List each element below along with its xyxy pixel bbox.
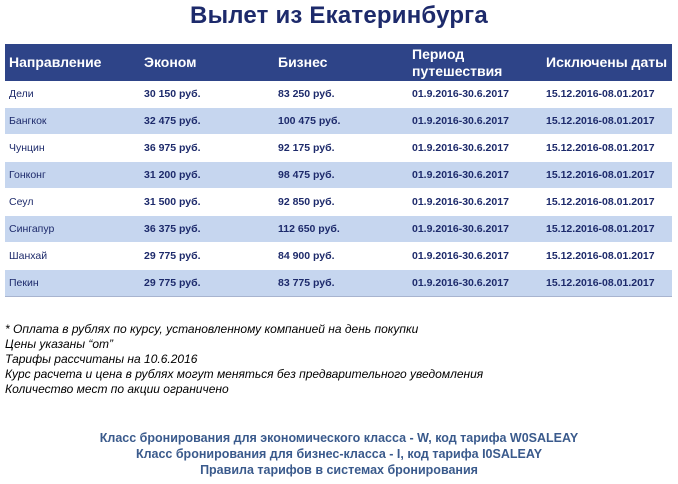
cell-economy-price: 31 200 руб. xyxy=(140,162,274,189)
page-title: Вылет из Екатеринбурга xyxy=(190,2,488,29)
table-header-row xyxy=(5,44,672,81)
cell-excluded-dates: 15.12.2016-08.01.2017 xyxy=(542,108,672,135)
note-calculation-date: Тарифы рассчитаны на 10.6.2016 xyxy=(5,352,198,366)
cell-excluded-dates: 15.12.2016-08.01.2017 xyxy=(542,189,672,216)
cell-business-price: 83 775 руб. xyxy=(274,270,408,297)
cell-destination: Гонконг xyxy=(5,162,140,189)
booking-class-info xyxy=(0,430,678,478)
cell-economy-price: 30 150 руб. xyxy=(140,81,274,108)
cell-business-price: 83 250 руб. xyxy=(274,81,408,108)
header-destination: Направление xyxy=(5,44,140,81)
cell-travel-period: 01.9.2016-30.6.2017 xyxy=(408,81,542,108)
cell-business-price: 84 900 руб. xyxy=(274,243,408,270)
cell-travel-period: 01.9.2016-30.6.2017 xyxy=(408,162,542,189)
cell-economy-price: 29 775 руб. xyxy=(140,243,274,270)
cell-excluded-dates: 15.12.2016-08.01.2017 xyxy=(542,243,672,270)
note-limited-seats: Количество мест по акции ограничено xyxy=(5,382,229,396)
cell-excluded-dates: 15.12.2016-08.01.2017 xyxy=(542,270,672,297)
cell-destination: Пекин xyxy=(5,270,140,297)
cell-excluded-dates: 15.12.2016-08.01.2017 xyxy=(542,135,672,162)
cell-business-price: 98 475 руб. xyxy=(274,162,408,189)
business-booking-class: Класс бронирования для бизнес-класса - I, код тарифа I0SALEAY xyxy=(135,447,543,461)
note-rate-change: Курс расчета и цена в рублях могут меняться без предварительного уведомления xyxy=(5,367,484,381)
cell-destination: Бангкок xyxy=(5,108,140,135)
cell-travel-period: 01.9.2016-30.6.2017 xyxy=(408,270,542,297)
header-business: Бизнес xyxy=(274,44,408,81)
cell-travel-period: 01.9.2016-30.6.2017 xyxy=(408,135,542,162)
table-row xyxy=(5,243,672,270)
cell-travel-period: 01.9.2016-30.6.2017 xyxy=(408,189,542,216)
cell-economy-price: 31 500 руб. xyxy=(140,189,274,216)
cell-business-price: 92 175 руб. xyxy=(274,135,408,162)
table-row xyxy=(5,135,672,162)
cell-excluded-dates: 15.12.2016-08.01.2017 xyxy=(542,162,672,189)
fare-notes xyxy=(5,322,483,397)
cell-business-price: 92 850 руб. xyxy=(274,189,408,216)
cell-business-price: 112 650 руб. xyxy=(274,216,408,243)
cell-excluded-dates: 15.12.2016-08.01.2017 xyxy=(542,216,672,243)
table-row xyxy=(5,270,672,297)
table-row xyxy=(5,189,672,216)
cell-excluded-dates: 15.12.2016-08.01.2017 xyxy=(542,81,672,108)
cell-economy-price: 36 375 руб. xyxy=(140,216,274,243)
cell-destination: Дели xyxy=(5,81,140,108)
cell-travel-period: 01.9.2016-30.6.2017 xyxy=(408,243,542,270)
table-row xyxy=(5,216,672,243)
cell-travel-period: 01.9.2016-30.6.2017 xyxy=(408,108,542,135)
table-row xyxy=(5,162,672,189)
fare-rules-note: Правила тарифов в системах бронирования xyxy=(200,463,478,477)
header-travel-period: Период путешествия xyxy=(408,44,542,81)
cell-destination: Сеул xyxy=(5,189,140,216)
economy-booking-class: Класс бронирования для экономического класса - W, код тарифа W0SALEAY xyxy=(99,431,579,445)
note-payment-rate: * Оплата в рублях по курсу, установленному компанией на день покупки xyxy=(5,322,419,336)
note-prices-from: Цены указаны “от” xyxy=(5,337,114,351)
cell-business-price: 100 475 руб. xyxy=(274,108,408,135)
cell-destination: Шанхай xyxy=(5,243,140,270)
table-row xyxy=(5,108,672,135)
cell-economy-price: 36 975 руб. xyxy=(140,135,274,162)
cell-destination: Сингапур xyxy=(5,216,140,243)
cell-economy-price: 29 775 руб. xyxy=(140,270,274,297)
table-row xyxy=(5,81,672,108)
fares-table xyxy=(5,44,672,297)
header-economy: Эконом xyxy=(140,44,274,81)
cell-economy-price: 32 475 руб. xyxy=(140,108,274,135)
header-excluded-dates: Исключены даты xyxy=(542,44,672,81)
cell-destination: Чунцин xyxy=(5,135,140,162)
cell-travel-period: 01.9.2016-30.6.2017 xyxy=(408,216,542,243)
